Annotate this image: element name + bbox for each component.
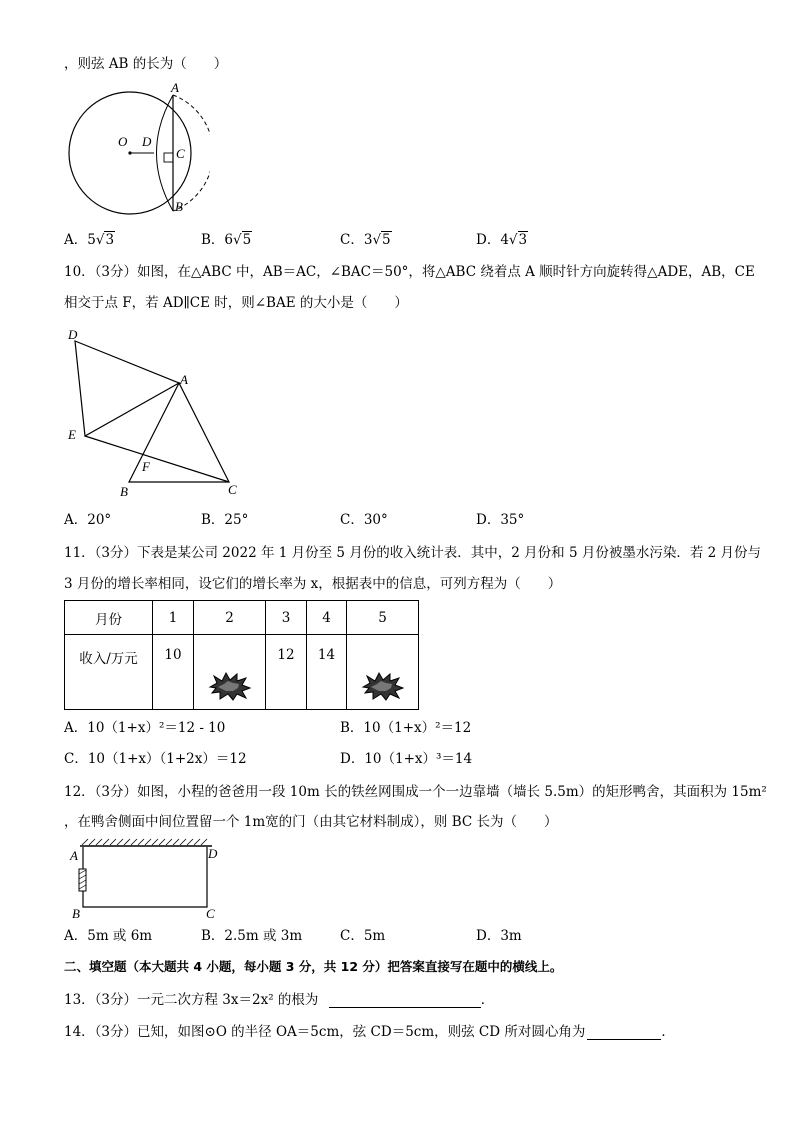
q12-option-d[interactable]: D．3m: [476, 928, 522, 944]
q13-end: ．: [480, 992, 495, 1008]
q14-answer-blank[interactable]: [587, 1025, 661, 1040]
table-cell: 4: [307, 601, 347, 635]
q10-triangle-figure: [62, 326, 252, 498]
q13-answer-blank[interactable]: [329, 993, 481, 1008]
q9-option-a[interactable]: A．5√3: [64, 232, 115, 248]
table-cell: 10: [153, 635, 194, 710]
q11-income-table: [64, 600, 419, 710]
q10-option-d[interactable]: D．35°: [476, 512, 525, 528]
q12-option-a[interactable]: A．5m 或 6m: [64, 928, 153, 944]
q9-option-d[interactable]: D．4√3: [476, 232, 528, 248]
q10-option-b[interactable]: B．25°: [201, 512, 249, 528]
q12-stem-line2: ，在鸭舍侧面中间位置留一个 1m宽的门（由其它材料制成），则 BC 长为（ ）: [64, 814, 558, 830]
label-o: O: [118, 134, 128, 149]
wall-hatching: [82, 839, 207, 845]
segment-ce: [85, 436, 229, 482]
table-cell: 12: [266, 635, 307, 710]
table-header-row: [65, 601, 419, 635]
q10-option-c[interactable]: C．30°: [340, 512, 388, 528]
label-c: C: [176, 146, 185, 161]
label-a: A: [180, 372, 188, 387]
q9-option-c[interactable]: C．3√5: [340, 232, 391, 248]
label-d: D: [208, 846, 218, 861]
right-angle-mark: [164, 153, 173, 162]
q11-option-d[interactable]: D．10（1+x）³＝14: [340, 751, 473, 767]
table-row: [65, 635, 419, 710]
q11-stem-line1: 11．（3分）下表是某公司 2022 年 1 月份至 5 月份的收入统计表．其中，2 月份和 5 月份被墨水污染．若 2 月份与: [64, 545, 762, 561]
q11-option-a[interactable]: A．10（1+x）²＝12 - 10: [64, 720, 226, 736]
label-b: B: [72, 906, 80, 921]
table-cell: 2: [194, 601, 266, 635]
table-cell-stained: [347, 635, 419, 710]
q11-option-c[interactable]: C．10（1+x）（1+2x）＝12: [64, 751, 247, 767]
center-point: [128, 151, 131, 154]
table-cell: 14: [307, 635, 347, 710]
q12-duck-shed-figure: [64, 838, 234, 922]
section-heading: 二、填空题（本大题共 4 小题，每小题 3 分，共 12 分）把答案直接写在题中的横线上。: [64, 959, 563, 974]
q14-stem: [64, 1025, 675, 1040]
label-b: B: [120, 484, 128, 498]
label-d: D: [68, 327, 78, 342]
q12-option-b[interactable]: B．2.5m 或 3m: [201, 928, 303, 944]
q12-stem-line1: 12．（3分）如图，小程的爸爸用一段 10m 长的铁丝网围成一个一边靠墙（墙长 5.5m）的矩形鸭舍，其面积为 15m²: [64, 784, 767, 800]
label-c: C: [228, 482, 237, 497]
label-c: C: [206, 906, 215, 921]
fence: [83, 847, 207, 907]
label-b: B: [175, 199, 183, 214]
q13-stem: [64, 993, 494, 1008]
q10-option-a[interactable]: A．20°: [64, 512, 112, 528]
q12-option-c[interactable]: C．5m: [340, 928, 386, 944]
q11-stem-line2: 3 月份的增长率相同，设它们的增长率为 x，根据表中的信息，可列方程为（ ）: [64, 576, 562, 592]
table-cell: 月份: [65, 601, 153, 635]
label-a: A: [70, 848, 78, 863]
table-cell: 3: [266, 601, 307, 635]
table-cell-stained: [194, 635, 266, 710]
q10-stem-line1: 10．（3分）如图，在△ABC 中，AB＝AC，∠BAC＝50°，将△ABC 绕着点 A 顺时针方向旋转得△ADE，AB，CE: [64, 264, 755, 280]
label-e: E: [68, 427, 76, 442]
ink-stain-icon: [361, 671, 405, 701]
triangle-ade: [75, 341, 179, 436]
table-cell: 收入/万元: [65, 635, 153, 710]
q9-circle-figure: [60, 80, 210, 220]
q9-option-b[interactable]: B．6√5: [201, 232, 252, 248]
q11-option-b[interactable]: B．10（1+x）²＝12: [340, 720, 472, 736]
label-f: F: [142, 459, 150, 474]
q13-text: 13．（3分）一元二次方程 3x＝2x² 的根为: [64, 992, 319, 1008]
ink-stain-icon: [208, 671, 252, 701]
table-cell: 1: [153, 601, 194, 635]
label-a: A: [171, 80, 179, 95]
table-cell: 5: [347, 601, 419, 635]
q14-end: ．: [661, 1024, 675, 1040]
q10-stem-line2: 相交于点 F，若 AD∥CE 时，则∠BAE 的大小是（ ）: [64, 295, 408, 311]
q9-stem-tail: ，则弦 AB 的长为（ ）: [64, 56, 228, 72]
label-d: D: [142, 134, 152, 149]
q14-text: 14．（3分）已知，如图⊙O 的半径 OA＝5cm，弦 CD＝5cm，则弦 CD 所对圆心角为: [64, 1024, 586, 1040]
